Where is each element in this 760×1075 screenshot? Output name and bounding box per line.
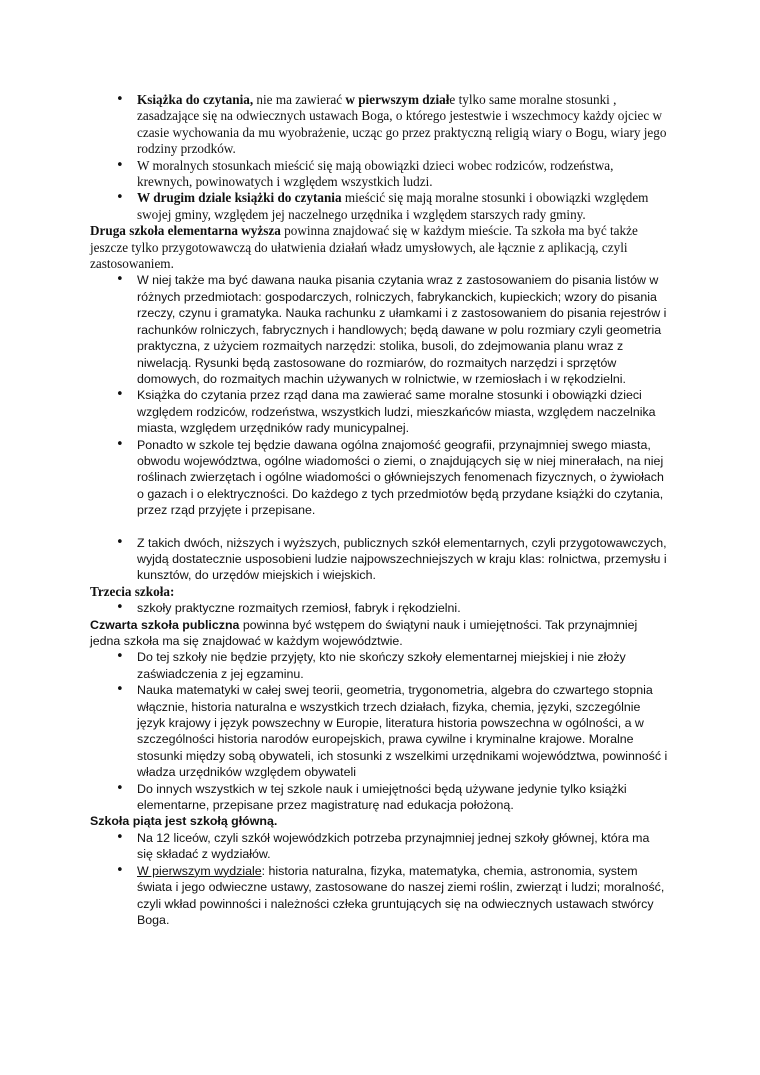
list-item: • Książka do czytania, nie ma zawierać w pierwszym działe tylko same moralne stosunki , zasadzające się na odwiecznych ustawach Boga, o którego jestestwie i wszechmocy każdy ojciec w czasie wychowania da mu wyobrażenie, ucząc go przez praktyczną religią wiary o Bogu, wiary jego rodziny przodków. [90,92,668,158]
elementary-summary-list [90,535,668,584]
spacer [90,519,668,535]
second-school-paragraph: Druga szkoła elementarna wyższa powinna znajdować się w każdym mieście. Ta szkoła ma być także jeszcze tylko przygotowawczą do ułatwienia działań władz umysłowych, ale łącznie z aplikacją, czyli zastosowaniem. [90,223,638,272]
list-item: • W niej także ma być dawana nauka pisania czytania wraz z zastosowaniem do pisania listów w różnych przedmiotach: gospodarczych, rolniczych, fabrykanckich, kupieckich; wzory do pisania rzeczy, czynu i gramatyka. Nauka rachunku z ułamkami i z zastosowaniem do pisania rejestrów i rachunków rolniczych, fabrycznych i handlowych; będą dawane w polu rozmiary czyli geometria praktyczna, z użyciem rozmaitych narzędzi: stolika, busoli, do zdejmowania planu wraz z niwelacją. Rysunki będą zastosowane do rozmiarów, do rozmaitych narzędzi i sprzętów domowych, do rozmaitych machin używanych w rolnictwie, w rzemiosłach i w rękodzielni. [90,272,668,387]
list-item: • W drugim dziale książki do czytania mieścić się mają moralne stosunki i obowiązki względem swojej gminy, względem jej naczelnego urzędnika i względem starszych rady gminy. [90,190,668,223]
fifth-school-heading: Szkoła piąta jest szkołą główną. [90,814,278,829]
list-item: • Nauka matematyki w całej swej teorii, geometria, trygonometria, algebra do czwartego stopnia włącznie, historia naturalna e wszystkich trzech działach, fizyka, chemia, języki, szczególnie język krajowy i język powszechny w Europie, literatura historia powszechna w ogólności, a w szczególności historia narodów europejskich, prawa cywilne i kryminalne krajowe. Moralne stosunki między sobą obywateli, ich stosunki z wszelkimi urzędnikami województwa, powinność i władza urzędników względem obywateli [90,682,668,780]
list-item: • Ponadto w szkole tej będzie dawana ogólna znajomość geografii, przynajmniej swego miasta, obwodu województwa, ogólne wiadomości o ziemi, o znajdujących się w niej minerałach, na niej roślinach zwierzętach i ogólne wiadomości o główniejszych fenomenach fizycznych, o żywiołach o gazach i o elektryczności. Do każdego z tych przedmiotów będą przydane książki do czytania, przez rząd przyjęte i przepisane. [90,437,668,519]
bold-term: W drugim dziale książki do czytania [137,190,342,206]
fourth-school-paragraph: Czwarta szkoła publiczna powinna być wstępem do świątyni nauk i umiejętności. Tak przynajmniej jedna szkoła ma się znajdować w każdym województwie. [90,617,638,648]
fifth-school-list [90,830,668,928]
second-school-list [90,272,668,518]
underlined-term: W pierwszym wydziale [137,863,262,878]
fourth-school-list [90,649,668,813]
list-item: • Na 12 liceów, czyli szkół wojewódzkich potrzeba przynajmniej jednej szkoły głównej, która ma się składać z wydziałów. [90,830,668,863]
bold-term: w pierwszym dział [345,92,450,107]
document-page [90,92,668,928]
bold-term: Książka do czytania, [137,92,254,107]
third-school-list [90,600,668,616]
list-item: • W pierwszym wydziale: historia naturalna, fizyka, matematyka, chemia, astronomia, system świata i jego odwieczne ustawy, zastosowane do naszej ziemi roślin, zwierząt i ludzi; moralność, czyli wkład powinności i należności człeka gruntujących się na odwiecznych ustawach stwórcy Boga. [90,863,668,929]
list-item: • Do innych wszystkich w tej szkole nauk i umiejętności będą używane jedynie tylko książki elementarne, przepisane przez magistraturę nad edukacja położoną. [90,781,668,814]
list-item: • W moralnych stosunkach mieścić się mają obowiązki dzieci wobec rodziców, rodzeństwa, krewnych, powinowatych i względem wszystkich ludzi. [90,158,668,191]
list-item: • Do tej szkoły nie będzie przyjęty, kto nie skończy szkoły elementarnej miejskiej i nie złoży zaświadczenia z jej egzaminu. [90,649,668,682]
third-school-heading: Trzecia szkoła: [90,583,175,599]
list-item: • szkoły praktyczne rozmaitych rzemiosł, fabryk i rękodzielni. [90,600,668,616]
reading-book-list [90,92,668,223]
list-item: • Książka do czytania przez rząd dana ma zawierać same moralne stosunki i obowiązki dzieci względem rodziców, rodzeństwa, wszystkich ludzi, mieszkańców miasta, względem naczelnika miasta, względem urzędników rady municypalnej. [90,387,668,436]
list-item: • Z takich dwóch, niższych i wyższych, publicznych szkół elementarnych, czyli przygotowawczych, wyjdą dostatecznie usposobieni ludzie najpowszechniejszych w kraju klas: rolnictwa, przemysłu i kunsztów, do urzędów miejskich i wiejskich. [90,535,668,584]
bold-term: Druga szkoła elementarna wyższa [90,223,281,239]
bold-term: Czwarta szkoła publiczna [90,617,240,632]
